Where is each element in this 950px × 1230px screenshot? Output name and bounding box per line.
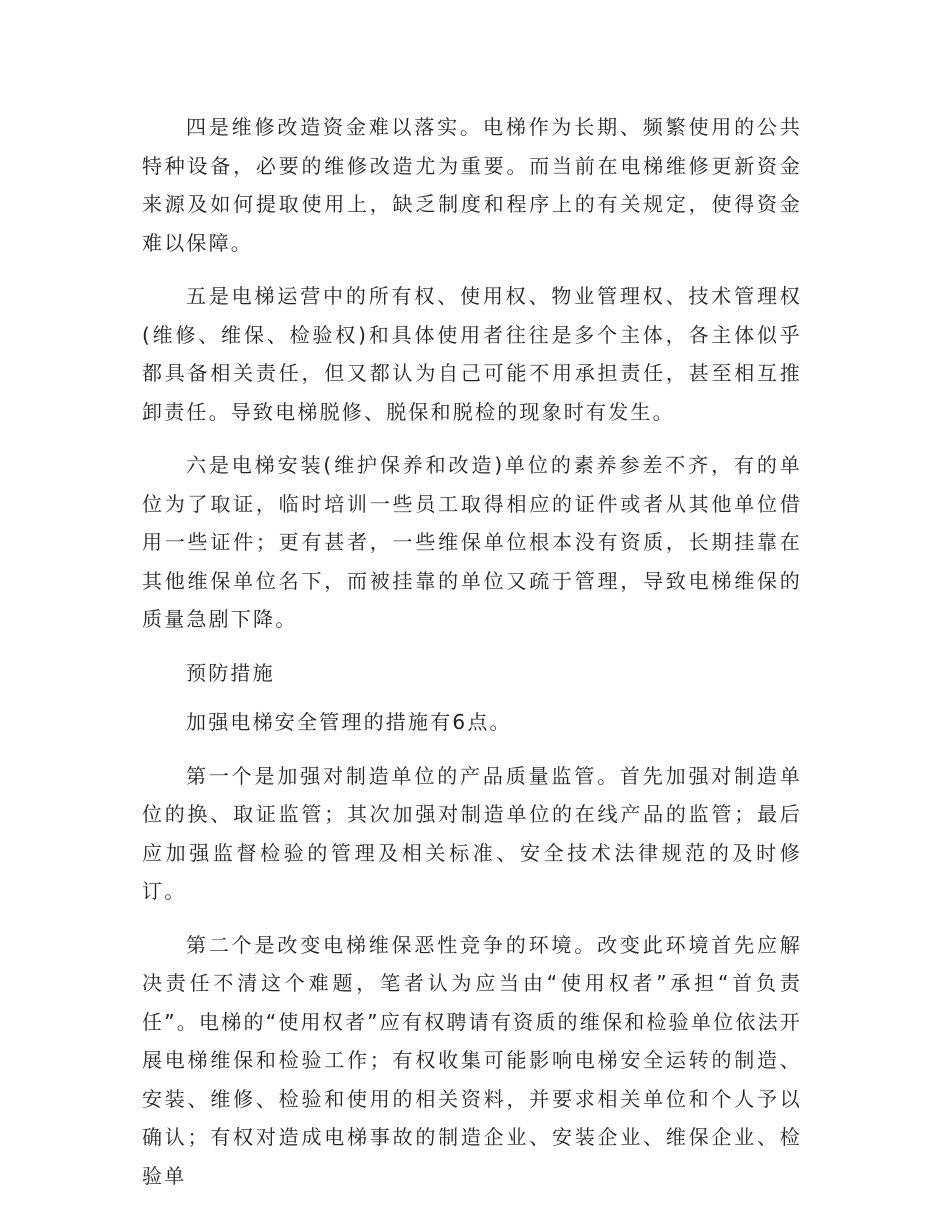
paragraph-ownership-responsibility: 五是电梯运营中的所有权、使用权、物业管理权、技术管理权(维修、维保、检验权)和具体使用者往往是多个主体，各主体似乎都具备相关责任，但又都认为自己可能不用承担责任，甚至相互推卸责任。导致电梯脱修、脱保和脱检的现象时有发生。 <box>142 284 802 424</box>
paragraph-installation-units: 六是电梯安装(维护保养和改造)单位的素养参差不齐，有的单位为了取证，临时培训一些员工取得相应的证件或者从其他单位借用一些证件；更有甚者，一些维保单位根本没有资质，长期挂靠在其他维保单位名下，而被挂靠的单位又疏于管理，导致电梯维保的质量急剧下降。 <box>142 453 802 631</box>
paragraph-maintenance-funds: 四是维修改造资金难以落实。电梯作为长期、频繁使用的公共特种设备，必要的维修改造尤为重要。而当前在电梯维修更新资金来源及如何提取使用上，缺乏制度和程序上的有关规定，使得资金难以保障。 <box>142 115 802 255</box>
document-body <box>142 108 802 1210</box>
paragraph-measure-one: 第一个是加强对制造单位的产品质量监管。首先加强对制造单位的换、取证监管；其次加强对制造单位的在线产品的监管；最后应加强监督检验的管理及相关标准、安全技术法律规范的及时修订。 <box>142 763 802 903</box>
paragraph-measures-intro: 加强电梯安全管理的措施有6点。 <box>186 710 512 734</box>
paragraph-measure-two: 第二个是改变电梯维保恶性竞争的环境。改变此环境首先应解决责任不清这个难题，笔者认为应当由“使用权者”承担“首负责任”。电梯的“使用权者”应有权聘请有资质的维保和检验单位依法开展电梯维保和检验工作；有权收集可能影响电梯安全运转的制造、安装、维修、检验和使用的相关资料，并要求相关单位和个人予以确认；有权对造成电梯事故的制造企业、安装企业、维保企业、检验单 <box>142 932 802 1188</box>
section-heading-prevention: 预防措施 <box>186 660 275 685</box>
